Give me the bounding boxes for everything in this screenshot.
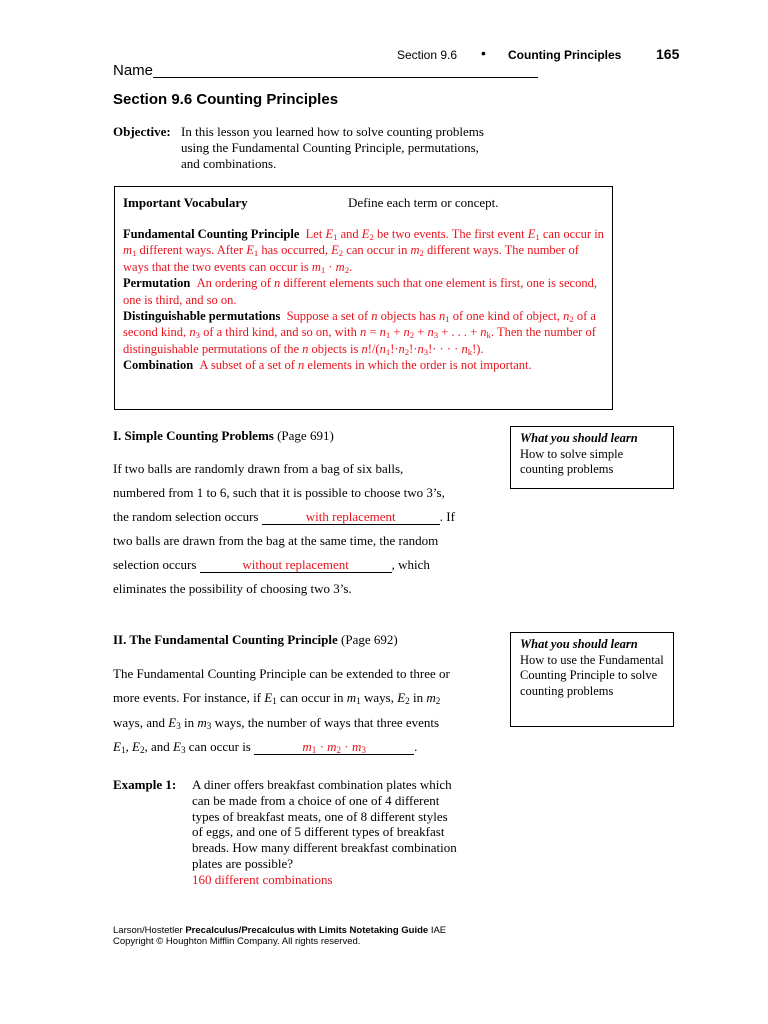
section-1-page-ref: (Page 691) — [277, 428, 334, 443]
example-line: can be made from a choice of one of 4 different — [192, 792, 440, 808]
term-permutation: Permutation — [123, 276, 191, 291]
vocab-entry-fcp — [123, 226, 605, 275]
definition-permutation: An ordering of n different elements such that one element is first, one is second, one is third, and so on. — [123, 276, 597, 307]
paragraph-line: numbered from 1 to 6, such that it is possible to choose two 3’s, — [113, 485, 445, 500]
answer-product: $m_1 \cdot m_2 \cdot m_3$ — [302, 739, 366, 756]
objective-line: using the Fundamental Counting Principle, permutations, — [181, 140, 479, 155]
section-2-body — [113, 662, 483, 760]
vocab-entry-permutation — [123, 275, 605, 308]
vocab-entry-combination — [123, 357, 605, 373]
paragraph-line: eliminates the possibility of choosing two 3’s. — [113, 581, 352, 596]
learning-goal-box-2 — [510, 632, 674, 727]
footer — [113, 925, 446, 947]
paragraph-line: The Fundamental Counting Principle can be extended to three or — [113, 666, 450, 681]
objective-line: and combinations. — [181, 156, 277, 171]
paragraph-line — [113, 505, 483, 529]
footer-copyright: Copyright © Houghton Mifflin Company. All rights reserved. — [113, 936, 361, 947]
term-fcp: Fundamental Counting Principle — [123, 227, 300, 241]
definition-fcp: Let $E_1$ and $E_2$ be two events. The first event $E_1$ can occur in $m_1$ different ways. After $E_1$ has occurred, $E_2$ can occur in $m_2$ different ways. The number of ways that the two events can occur is $m_1 \cdot m_2$. — [123, 227, 604, 275]
section-2-heading — [113, 632, 398, 648]
example-label: Example 1: — [113, 777, 177, 792]
learning-goal-text: How to solve simple counting problems — [520, 446, 624, 476]
footer-edition: IAE — [430, 925, 447, 936]
section-2-page-ref: (Page 692) — [341, 632, 398, 647]
fill-blank-2[interactable] — [200, 557, 392, 573]
paragraph-line — [113, 553, 483, 577]
section-1-heading — [113, 428, 334, 444]
section-1-title: I. Simple Counting Problems — [113, 428, 274, 443]
footer-book-title: Precalculus/Precalculus with Limits Notetaking Guide — [185, 925, 429, 936]
text-fragment: the random selection occurs — [113, 509, 259, 524]
running-header-topic: Counting Principles — [508, 48, 622, 62]
example-line: plates are possible? — [192, 855, 294, 871]
vocab-entry-distinguishable — [123, 308, 605, 357]
paragraph-line: more events. For instance, if $E_1$ can occur in $m_1$ ways, $E_2$ in $m_2$ — [113, 690, 441, 707]
term-combination: Combination — [123, 358, 194, 373]
paragraph-line: $E_1$, $E_2$, and $E_3$ can occur is $m_1 \cdot m_2 \cdot m_3$ . — [113, 739, 418, 756]
objective-line: In this lesson you learned how to solve counting problems — [181, 124, 484, 139]
fill-blank-3[interactable] — [254, 739, 414, 755]
name-label: Name — [113, 62, 154, 79]
example-line: types of breakfast meats, one of 8 different styles — [192, 808, 448, 824]
vocabulary-heading: Important Vocabulary — [123, 195, 248, 210]
answer-with-replacement: with replacement — [305, 509, 396, 524]
page-number: 165 — [656, 46, 680, 62]
example-line: A diner offers breakfast combination plates which — [192, 777, 452, 792]
footer-citation — [113, 925, 446, 936]
learning-goal-heading: What you should learn — [520, 431, 638, 445]
paragraph-line: If two balls are randomly drawn from a bag of six balls, — [113, 461, 404, 476]
vocabulary-definitions — [123, 226, 605, 374]
answer-without-replacement: without replacement — [242, 557, 349, 572]
fill-blank-1[interactable] — [262, 509, 440, 525]
paragraph-line: ways, and $E_3$ in $m_3$ ways, the number of ways that three events — [113, 714, 440, 731]
vocabulary-instruction: Define each term or concept. — [348, 195, 499, 210]
example-answer: 160 different combinations — [192, 872, 333, 887]
term-distinguishable-permutations: Distinguishable permutations — [123, 309, 281, 324]
example-question — [192, 777, 492, 872]
objective-text — [181, 124, 511, 172]
learning-goal-text: How to use the Fundamental Counting Principle to solve counting problems — [520, 652, 664, 698]
section-1-body — [113, 457, 483, 601]
text-fragment: . — [414, 739, 418, 755]
running-header-section: Section 9.6 — [397, 48, 458, 62]
definition-combination: A subset of a set of n elements in which the order is not important. — [196, 358, 532, 373]
learning-goal-heading: What you should learn — [520, 637, 638, 651]
paragraph-line: two balls are drawn from the bag at the same time, the random — [113, 533, 439, 548]
learning-goal-box-1 — [510, 426, 674, 489]
text-fragment: . If — [439, 509, 455, 524]
text-fragment: selection occurs — [113, 557, 197, 572]
example-line: of eggs, and one of 5 different types of breakfast — [192, 824, 445, 840]
header-bullet-icon: • — [481, 45, 486, 61]
section-2-title: II. The Fundamental Counting Principle — [113, 632, 338, 647]
definition-distinguishable-permutations: Suppose a set of n objects has $n_1$ of one kind of object, $n_2$ of a second kind, $n_3$ of a third kind, and so on, with $n = n_1 + n_2 + n_3$ + . . . + $n_k$. Then the number of distinguishable permutations of the n objects is $n!/(n_1!\cdot n_2!\cdot n_3!\cdot$ · · · $n_k$!). — [123, 309, 596, 357]
example-line: breads. How many different breakfast combination — [192, 840, 457, 856]
objective-label: Objective: — [113, 124, 171, 139]
name-field[interactable] — [153, 77, 538, 78]
footer-authors: Larson/Hostetler — [113, 925, 183, 936]
page-title: Section 9.6 Counting Principles — [113, 91, 339, 108]
text-fragment: , which — [391, 557, 430, 572]
